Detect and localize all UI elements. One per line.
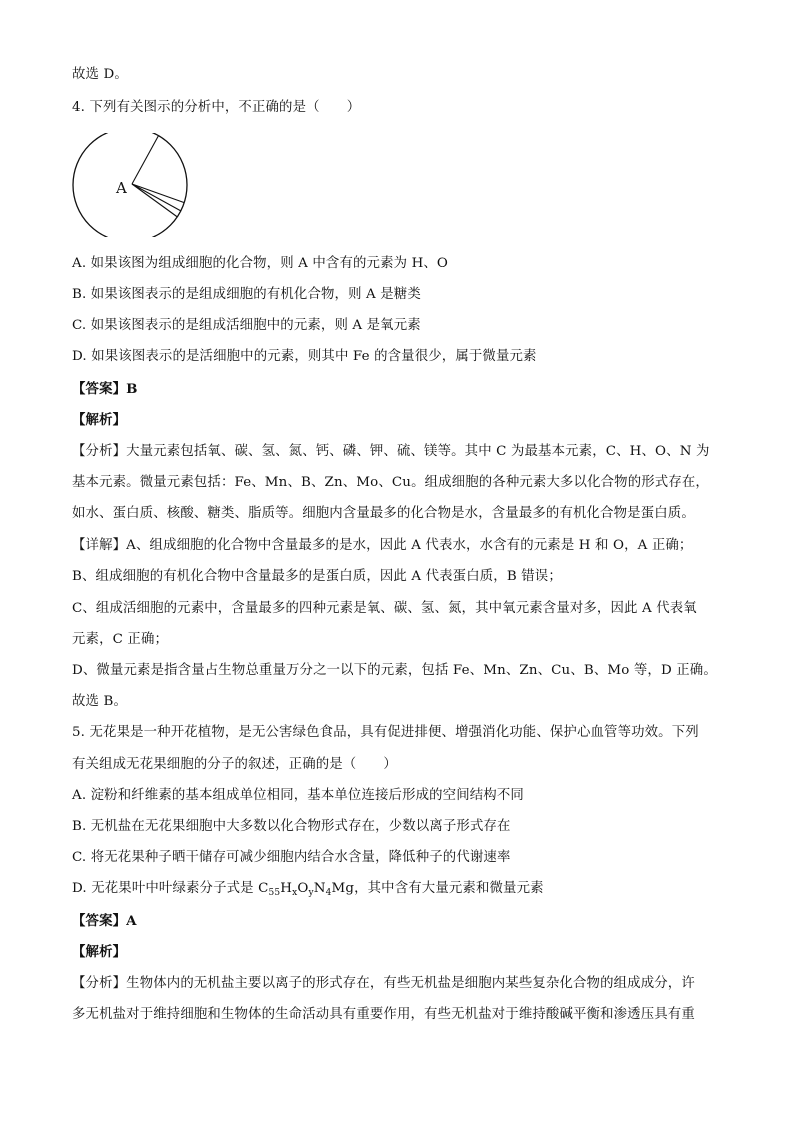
detail-4-line: D、微量元素是指含量占生物总重量万分之一以下的元素，包括 Fe、Mn、Zn、Cu、B、Mo 等，D 正确。: [72, 663, 717, 678]
detail-4-line: 【详解】A、组成细胞的化合物中含量最多的是水，因此 A 代表水，水含有的元素是 H 和 O，A 正确；: [72, 538, 693, 553]
answer-4: 【答案】B: [72, 381, 138, 397]
question-5-stem: 5. 无花果是一种开花植物，是无公害绿色食品，具有促进排便、增强消化功能、保护心血管等功效。下列: [72, 725, 699, 740]
option-4b: B. 如果该图表示的是组成细胞的有机化合物，则 A 是糖类: [72, 287, 421, 302]
option-5d: D. 无花果叶中叶绿素分子式是 $C_{55}H_xO_yN_4Mg$，其中含有大量元素和微量元素: [72, 881, 544, 898]
analysis-5-line: 【分析】生物体内的无机盐主要以离子的形式存在，有些无机盐是细胞内某些复杂化合物的组成成分，许: [72, 976, 695, 991]
detail-4-line: B、组成细胞的有机化合物中含量最多的是蛋白质，因此 A 代表蛋白质，B 错误；: [72, 569, 562, 584]
analysis-5-heading: 【解析】: [72, 944, 127, 960]
detail-4-line: 元素，C 正确；: [72, 632, 169, 647]
detail-4-line: C、组成活细胞的元素中，含量最多的四种元素是氧、碳、氢、氮，其中氧元素含量对多，因此 A 代表氧: [72, 601, 697, 616]
option-4a: A. 如果该图为组成细胞的化合物，则 A 中含有的元素为 H、O: [72, 256, 449, 271]
analysis-4-line: 【分析】大量元素包括氧、碳、氢、氮、钙、磷、钾、硫、镁等。其中 C 为最基本元素，C、H、O、N 为: [72, 444, 710, 459]
option-5c: C. 将无花果种子晒干储存可减少细胞内结合水含量，降低种子的代谢速率: [72, 850, 511, 865]
answer-5: 【答案】A: [72, 913, 137, 929]
diagram-circle: [73, 133, 187, 237]
text-line: 故选 D。: [72, 67, 128, 82]
analysis-5-line: 多无机盐对于维持细胞和生物体的生命活动具有重要作用，有些无机盐对于维持酸碱平衡和渗透压具有重: [72, 1007, 695, 1022]
analysis-4-line: 如水、蛋白质、核酸、糖类、脂质等。细胞内含量最多的化合物是水，含量最多的有机化合物是蛋白质。: [72, 506, 695, 521]
diagram-label-a: A: [116, 179, 127, 197]
question-5-stem: 有关组成无花果细胞的分子的叙述，正确的是（ ）: [72, 757, 397, 772]
detail-4-line: 故选 B。: [72, 694, 128, 709]
analysis-4-heading: 【解析】: [72, 412, 127, 428]
option-5b: B. 无机盐在无花果细胞中大多数以化合物形式存在，少数以离子形式存在: [72, 819, 511, 834]
option-4c: C. 如果该图表示的是组成活细胞中的元素，则 A 是氧元素: [72, 318, 421, 333]
analysis-4-line: 基本元素。微量元素包括：Fe、Mn、B、Zn、Mo、Cu。组成细胞的各种元素大多以化合物的形式存在，: [72, 475, 709, 490]
question-4-stem: 4. 下列有关图示的分析中，不正确的是（ ）: [72, 100, 361, 115]
option-5a: A. 淀粉和纤维素的基本组成单位相同，基本单位连接后形成的空间结构不同: [72, 788, 524, 803]
pie-diagram: [72, 133, 192, 237]
option-4d: D. 如果该图表示的是活细胞中的元素，则其中 Fe 的含量很少，属于微量元素: [72, 349, 537, 364]
